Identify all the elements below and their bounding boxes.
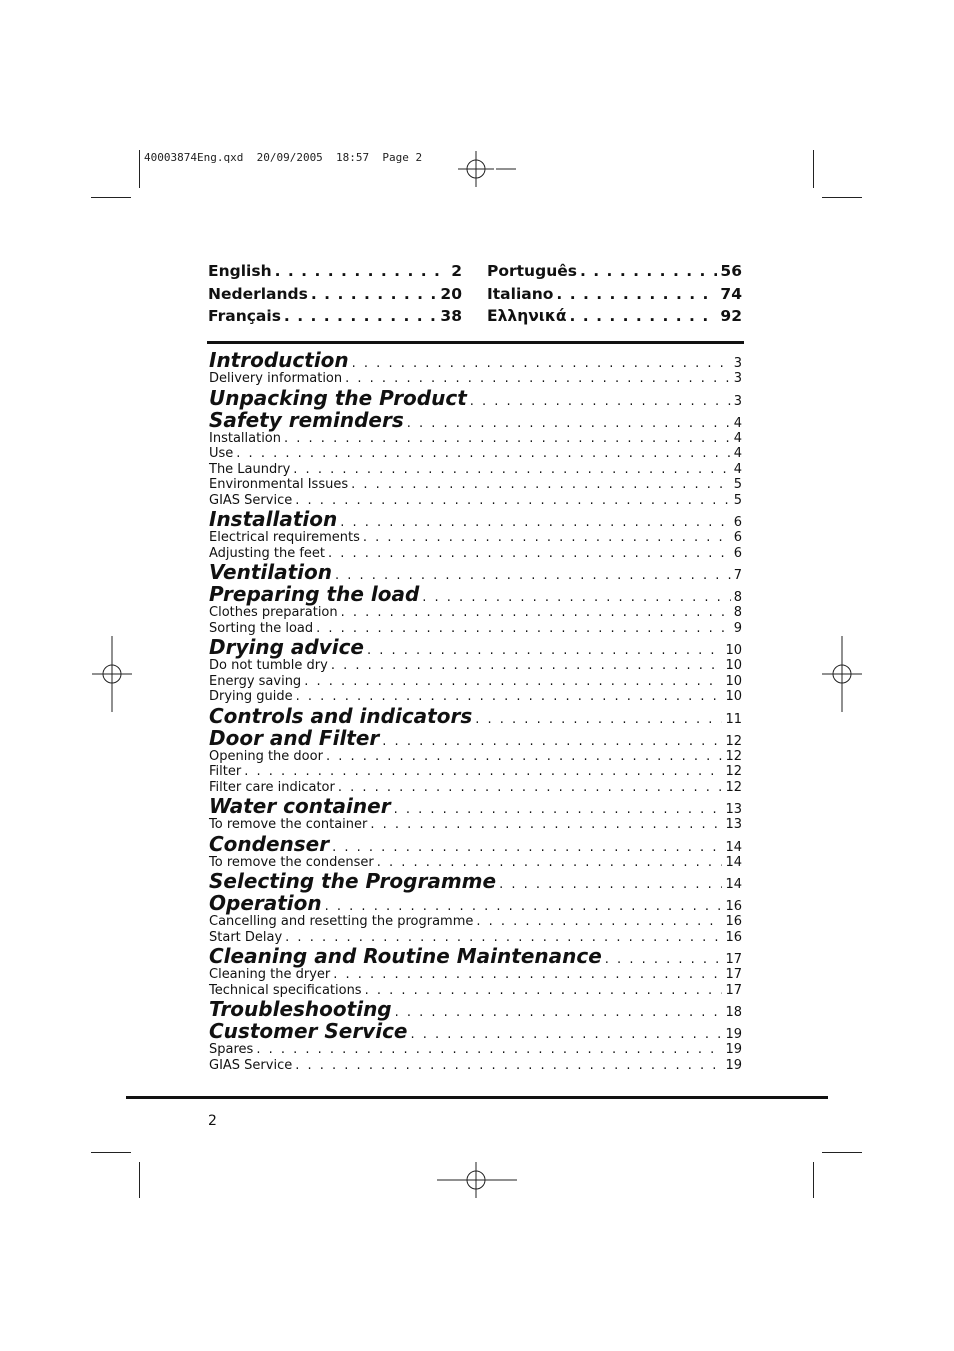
toc-subsection-entry[interactable] bbox=[209, 462, 742, 478]
toc-section-entry[interactable] bbox=[209, 705, 742, 727]
toc-entry-page: 4 bbox=[733, 415, 742, 431]
toc-entry-page: 3 bbox=[733, 371, 742, 386]
toc-entry-page: 11 bbox=[725, 711, 742, 727]
toc-section-entry[interactable] bbox=[209, 795, 742, 817]
toc-subsection-entry[interactable] bbox=[209, 477, 742, 493]
toc-section-entry[interactable] bbox=[209, 387, 742, 409]
toc-subsection-entry[interactable] bbox=[209, 546, 742, 562]
toc-entry-page: 8 bbox=[733, 605, 742, 620]
printer-slug: 40003874Eng.qxd 20/09/2005 18:57 Page 2 bbox=[144, 151, 423, 164]
toc-entry-page: 12 bbox=[725, 733, 742, 749]
language-page: 92 bbox=[720, 307, 742, 325]
toc-subsection-entry[interactable] bbox=[209, 493, 742, 509]
toc-entry-title: Operation bbox=[209, 891, 322, 915]
toc-entry-title: Cleaning the dryer bbox=[209, 967, 331, 982]
toc-entry-title: Start Delay bbox=[209, 929, 283, 945]
toc-section-entry[interactable] bbox=[209, 727, 742, 749]
toc-entry-page: 6 bbox=[733, 545, 742, 561]
toc-entry-page: 17 bbox=[725, 952, 742, 967]
toc-subsection-entry[interactable] bbox=[209, 605, 742, 621]
toc-section-entry[interactable] bbox=[209, 561, 742, 583]
leader-dots bbox=[476, 914, 722, 930]
toc-entry-title: To remove the condenser bbox=[209, 854, 374, 870]
toc-section-entry[interactable] bbox=[209, 349, 742, 371]
registration-mark-icon bbox=[458, 151, 494, 187]
toc-entry-title: Technical specifications bbox=[209, 982, 362, 998]
language-page: 56 bbox=[720, 262, 742, 280]
toc-entry-page: 12 bbox=[725, 764, 742, 779]
toc-entry-title: Installation bbox=[209, 430, 282, 446]
toc-entry-title: Ventilation bbox=[209, 560, 332, 584]
toc-entry-page: 17 bbox=[725, 967, 742, 982]
toc-entry-page: 10 bbox=[725, 673, 742, 689]
toc-entry-title: Unpacking the Product bbox=[209, 385, 467, 410]
toc-entry-page: 5 bbox=[733, 477, 742, 492]
toc-entry-title: Cancelling and resetting the programme bbox=[209, 914, 474, 929]
toc-entry-page: 6 bbox=[733, 530, 742, 545]
toc-entry-page: 3 bbox=[733, 393, 742, 409]
toc-entry-title: Controls and indicators bbox=[209, 703, 473, 728]
toc-subsection-entry[interactable] bbox=[209, 446, 742, 462]
leader-dots bbox=[475, 709, 722, 731]
divider-top bbox=[207, 341, 744, 344]
toc-entry-page: 4 bbox=[733, 446, 742, 461]
toc-subsection-entry[interactable] bbox=[209, 983, 742, 999]
leader-dots bbox=[293, 462, 730, 478]
toc-section-entry[interactable] bbox=[209, 636, 742, 658]
leader-dots bbox=[333, 967, 722, 983]
toc-entry-page: 17 bbox=[725, 982, 742, 998]
toc-entry-title: Selecting the Programme bbox=[209, 869, 497, 893]
toc-entry-title: Water container bbox=[209, 794, 391, 818]
toc-subsection-entry[interactable] bbox=[209, 431, 742, 447]
toc-entry-page: 16 bbox=[725, 914, 742, 929]
leader-dots bbox=[395, 1002, 723, 1024]
language-name: English bbox=[208, 262, 272, 280]
language-name: Italiano bbox=[487, 284, 554, 303]
language-entry[interactable] bbox=[487, 285, 742, 308]
toc-entry-page: 10 bbox=[725, 643, 742, 658]
toc-entry-title: Door and Filter bbox=[209, 725, 380, 750]
registration-line bbox=[437, 1179, 517, 1181]
toc-entry-title: Drying advice bbox=[209, 635, 364, 659]
toc-entry-title: Preparing the load bbox=[209, 582, 420, 606]
toc-subsection-entry[interactable] bbox=[209, 914, 742, 930]
toc-entry-page: 6 bbox=[733, 515, 742, 530]
toc-entry-page: 8 bbox=[733, 590, 742, 605]
leader-dots bbox=[331, 658, 723, 674]
toc-entry-title: The Laundry bbox=[209, 461, 291, 477]
leader-dots bbox=[244, 764, 722, 780]
divider-bottom bbox=[126, 1096, 828, 1099]
toc-section-entry[interactable] bbox=[209, 409, 742, 431]
leader-dots bbox=[370, 817, 722, 833]
toc-entry-page: 14 bbox=[725, 854, 742, 870]
table-of-contents bbox=[209, 349, 742, 1073]
toc-section-entry[interactable] bbox=[209, 945, 742, 967]
toc-section-entry[interactable] bbox=[209, 870, 742, 892]
toc-entry-page: 19 bbox=[725, 1042, 742, 1057]
toc-entry-title: Installation bbox=[209, 507, 338, 531]
toc-entry-page: 7 bbox=[733, 568, 742, 583]
toc-entry-page: 13 bbox=[725, 817, 742, 832]
toc-entry-page: 14 bbox=[725, 877, 742, 892]
leader-dots bbox=[285, 930, 722, 946]
toc-entry-page: 3 bbox=[733, 356, 742, 371]
leader-dots bbox=[499, 874, 722, 896]
leader-dots bbox=[345, 371, 731, 387]
toc-entry-page: 18 bbox=[725, 1005, 742, 1020]
toc-entry-title: Clothes preparation bbox=[209, 605, 338, 620]
toc-entry-title: Cleaning and Routine Maintenance bbox=[209, 944, 602, 968]
leader-dots bbox=[351, 477, 731, 493]
toc-entry-title: Troubleshooting bbox=[209, 997, 392, 1021]
leader-dots bbox=[304, 674, 722, 690]
toc-entry-page: 19 bbox=[725, 1027, 742, 1042]
toc-entry-title: GIAS Service bbox=[209, 1057, 293, 1073]
toc-section-entry[interactable] bbox=[209, 583, 742, 605]
language-page: 74 bbox=[720, 284, 742, 303]
toc-section-entry[interactable] bbox=[209, 998, 742, 1020]
leader-dots bbox=[316, 621, 731, 637]
toc-entry-page: 10 bbox=[725, 658, 742, 673]
leader-dots bbox=[236, 446, 730, 462]
registration-line bbox=[496, 168, 516, 170]
toc-subsection-entry[interactable] bbox=[209, 855, 742, 871]
language-entry[interactable] bbox=[487, 307, 742, 330]
toc-entry-title: Customer Service bbox=[209, 1019, 408, 1043]
toc-entry-page: 9 bbox=[733, 620, 742, 636]
toc-subsection-entry[interactable] bbox=[209, 967, 742, 983]
toc-subsection-entry[interactable] bbox=[209, 1058, 742, 1074]
toc-subsection-entry[interactable] bbox=[209, 674, 742, 690]
leader-dots bbox=[295, 1058, 722, 1074]
leader-dots bbox=[338, 780, 723, 796]
language-page: 2 bbox=[451, 262, 462, 280]
toc-entry-page: 5 bbox=[733, 492, 742, 508]
language-page: 38 bbox=[440, 307, 462, 325]
leader-dots bbox=[284, 431, 731, 447]
toc-entry-title: Filter care indicator bbox=[209, 779, 335, 795]
toc-subsection-entry[interactable] bbox=[209, 749, 742, 765]
leader-dots bbox=[296, 689, 723, 705]
language-entry[interactable] bbox=[208, 262, 462, 285]
toc-entry-page: 10 bbox=[725, 689, 742, 704]
toc-entry-title: To remove the container bbox=[209, 817, 368, 832]
toc-entry-page: 16 bbox=[725, 929, 742, 945]
language-name: Français bbox=[208, 307, 281, 325]
leader-dots bbox=[328, 546, 731, 562]
leader-dots bbox=[363, 530, 731, 546]
language-entry[interactable] bbox=[208, 285, 462, 308]
leader-dots bbox=[377, 855, 723, 871]
language-entry[interactable] bbox=[208, 307, 462, 330]
page-number: 2 bbox=[208, 1113, 217, 1129]
language-page: 20 bbox=[440, 284, 462, 303]
toc-entry-page: 13 bbox=[725, 802, 742, 817]
toc-entry-page: 12 bbox=[725, 779, 742, 795]
toc-entry-page: 12 bbox=[725, 748, 742, 764]
toc-entry-title: Adjusting the feet bbox=[209, 545, 326, 561]
toc-entry-page: 4 bbox=[733, 430, 742, 446]
language-name: Português bbox=[487, 262, 577, 280]
toc-entry-title: Filter bbox=[209, 764, 242, 779]
toc-section-entry[interactable] bbox=[209, 833, 742, 855]
toc-entry-title: Do not tumble dry bbox=[209, 658, 328, 673]
toc-subsection-entry[interactable] bbox=[209, 930, 742, 946]
language-name: Nederlands bbox=[208, 284, 308, 303]
toc-subsection-entry[interactable] bbox=[209, 1042, 742, 1058]
toc-subsection-entry[interactable] bbox=[209, 530, 742, 546]
leader-dots bbox=[365, 983, 723, 999]
toc-section-entry[interactable] bbox=[209, 508, 742, 530]
toc-entry-title: Delivery information bbox=[209, 371, 343, 386]
toc-entry-title: Introduction bbox=[209, 348, 349, 372]
toc-subsection-entry[interactable] bbox=[209, 658, 742, 674]
registration-mark-icon bbox=[822, 636, 862, 712]
leader-dots bbox=[256, 1042, 722, 1058]
leader-dots bbox=[326, 749, 723, 765]
leader-dots bbox=[470, 391, 731, 413]
toc-entry-page: 19 bbox=[725, 1057, 742, 1073]
toc-entry-title: Sorting the load bbox=[209, 620, 314, 636]
toc-entry-page: 4 bbox=[733, 461, 742, 477]
toc-entry-page: 16 bbox=[725, 899, 742, 914]
toc-subsection-entry[interactable] bbox=[209, 817, 742, 833]
toc-entry-title: Use bbox=[209, 446, 234, 461]
language-entry[interactable] bbox=[487, 262, 742, 285]
language-list-left bbox=[208, 262, 462, 330]
toc-subsection-entry[interactable] bbox=[209, 621, 742, 637]
registration-mark-icon bbox=[92, 636, 132, 712]
language-list-right bbox=[487, 262, 742, 330]
toc-entry-title: Safety reminders bbox=[209, 407, 404, 432]
toc-entry-title: GIAS Service bbox=[209, 492, 293, 508]
toc-entry-title: Energy saving bbox=[209, 673, 302, 689]
leader-dots bbox=[295, 493, 730, 509]
toc-subsection-entry[interactable] bbox=[209, 371, 742, 387]
toc-section-entry[interactable] bbox=[209, 1020, 742, 1042]
toc-section-entry[interactable] bbox=[209, 892, 742, 914]
toc-entry-title: Electrical requirements bbox=[209, 530, 360, 545]
toc-subsection-entry[interactable] bbox=[209, 764, 742, 780]
toc-entry-title: Environmental Issues bbox=[209, 477, 349, 492]
toc-entry-page: 14 bbox=[725, 839, 742, 855]
language-name: Ελληνικά bbox=[487, 307, 567, 325]
toc-subsection-entry[interactable] bbox=[209, 780, 742, 796]
toc-entry-title: Condenser bbox=[209, 831, 330, 856]
toc-entry-title: Drying guide bbox=[209, 689, 293, 704]
leader-dots bbox=[341, 605, 731, 621]
toc-entry-title: Spares bbox=[209, 1042, 254, 1057]
toc-subsection-entry[interactable] bbox=[209, 689, 742, 705]
toc-entry-title: Opening the door bbox=[209, 748, 323, 764]
